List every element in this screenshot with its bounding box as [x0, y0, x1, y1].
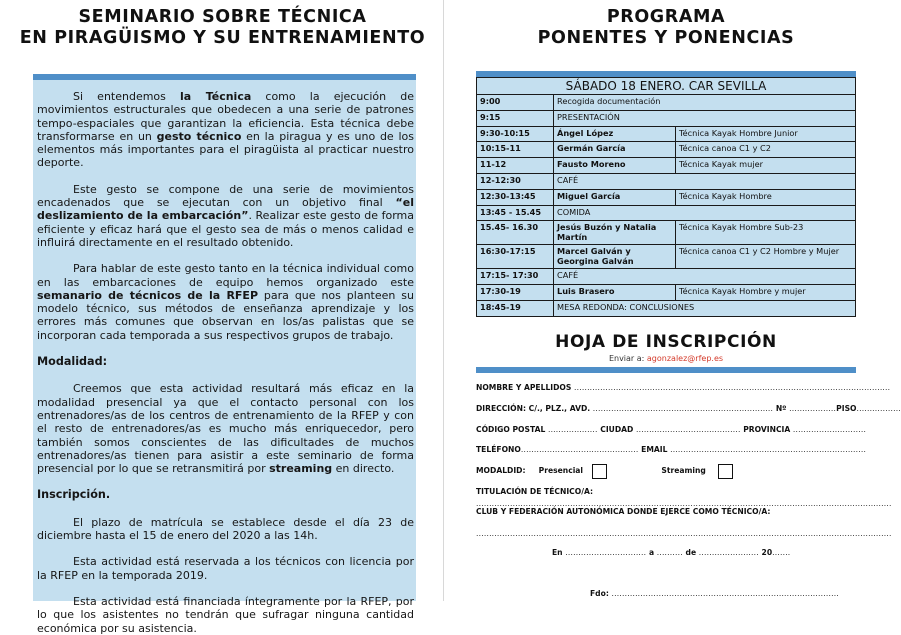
seminar-title-line2: EN PIRAGÜISMO Y SU ENTRENAMIENTO: [19, 28, 426, 48]
seminar-description-panel: [33, 74, 416, 635]
page-divider: [443, 0, 444, 601]
paragraph-financiacion: Esta actividad está financiada íntegramente por la RFEP, por lo que los asistentes no tendrán que sufragar ninguna cantidad económica por su asistencia.: [37, 594, 414, 635]
streaming-checkbox[interactable]: [718, 464, 733, 479]
schedule-header-row: [477, 78, 856, 95]
table-row: 17:30-19 Luis Brasero Técnica Kayak Hombre y mujer: [477, 285, 856, 301]
telefono-email-field[interactable]: TELÉFONO............................................. EMAIL ...........................................................................: [476, 445, 867, 454]
table-row: 17:15- 17:30 CAFÉ: [477, 269, 856, 285]
form-title: HOJA DE INSCRIPCIÓN: [555, 332, 777, 352]
titulacion-field[interactable]: TITULACIÓN DE TÉCNICO/A:: [476, 487, 594, 496]
direccion-field[interactable]: DIRECCIÓN: C/., PLZ., AVD. ..................................................................... Nº ..................PISO.................: [476, 404, 901, 413]
modalidad-row: MODALDID: Presencial Streaming: [476, 462, 856, 479]
paragraph-plazo: El plazo de matrícula se establece desde el día 23 de diciembre hasta el 15 de enero del 2020 a las 14h.: [37, 515, 414, 543]
send-email-link[interactable]: agonzalez@rfep.es: [646, 354, 724, 363]
paragraph-licencia: Esta actividad está reservada a los técnicos con licencia por la RFEP en la temporada 2019.: [37, 555, 414, 582]
program-title: [445, 7, 887, 49]
paragraph-modalidad: Creemos que esta actividad resultará más eficaz en la modalidad presencial ya que el contacto personal con los entrenadores/as de los centros de entrenamiento de la RFEP y con el resto de entrenadores/as es mucho más enriquecedor, pero también somos conscientes de las dificultades de muchos entrenadores/as tienen para asistir a este seminario de forma presencial por lo que se retransmitirá por streaming en directo.: [37, 382, 414, 476]
club-dots: ...............................................................................................................................................................: [476, 529, 892, 538]
date-line[interactable]: En ............................... a .......... de ....................... 20.......: [552, 548, 791, 557]
club-field[interactable]: CLUB Y FEDERACIÓN AUTONÓMICA DONDE EJERCE COMO TÉCNICO/A:: [476, 507, 771, 516]
schedule-header: SÁBADO 18 ENERO. CAR SEVILLA: [477, 78, 856, 95]
cp-ciudad-provincia-field[interactable]: CÓDIGO POSTAL ................... CIUDAD ........................................ PROVINCIA ............................: [476, 425, 867, 434]
table-row: 12-12:30 CAFÉ: [477, 173, 856, 189]
signature-line[interactable]: Fdo: .......................................................................................: [590, 589, 839, 598]
program-title-line2: PONENTES Y PONENCIAS: [537, 28, 795, 48]
seminar-title-line1: SEMINARIO SOBRE TÉCNICA: [78, 7, 367, 27]
form-send-to: Enviar a: agonzalez@rfep.es: [608, 354, 724, 363]
nombre-field[interactable]: NOMBRE Y APELLIDOS .........................................................................................................................: [476, 383, 891, 392]
program-title-line1: PROGRAMA: [606, 7, 726, 27]
table-row: 9:00 Recogida documentación: [477, 95, 856, 111]
paragraph-seminar: Para hablar de este gesto tanto en la técnica individual como en las embarcaciones de equipo hemos organizado este semanario de técnicos de la RFEP para que nos planteen su modelo técnico, sus métodos de enseñanza aprendizaje y los errores más comunes que observan en los/as palistas que se incorporan cada temporada a sus respectivos grupos de trabajo.: [37, 262, 414, 342]
table-row: 10:15-11 Germán García Técnica canoa C1 y C2: [477, 142, 856, 158]
presencial-checkbox[interactable]: [592, 464, 607, 479]
seminar-title: [0, 7, 445, 49]
table-row: 11-12 Fausto Moreno Técnica Kayak mujer: [477, 158, 856, 174]
table-row: 9:30-10:15 Ángel López Técnica Kayak Hombre Junior: [477, 126, 856, 142]
table-row: 9:15 PRESENTACIÓN: [477, 110, 856, 126]
schedule-table: [476, 77, 856, 317]
heading-modalidad: Modalidad:: [37, 355, 108, 369]
table-row: 15.45- 16.30 Jesús Buzón y Natalia Martín Técnica Kayak Hombre Sub-23: [477, 221, 856, 245]
table-row: 18:45-19 MESA REDONDA: CONCLUSIONES: [477, 300, 856, 316]
table-row: 12:30-13:45 Miguel García Técnica Kayak Hombre: [477, 189, 856, 205]
paragraph-technique: Si entendemos la Técnica como la ejecución de movimientos estructurales que obedecen a una serie de patrones tempo-espaciales que garantizan la eficiencia. Esta técnica debe transformarse en un gesto técnico en la piragua y es uno de los elementos más importantes para el piragüista al practicar nuestro deporte.: [37, 90, 414, 170]
table-row: 13:45 - 15.45 COMIDA: [477, 205, 856, 221]
heading-inscripcion: Inscripción.: [37, 488, 111, 502]
paragraph-gesture: Este gesto se compone de una serie de movimientos encadenados que se ejecutan con un objetivo final “el deslizamiento de la embarcación”. Realizar este gesto de forma eficiente y eficaz hará que el gesto sea de más o menos calidad e influirá directamente en el resultado obtenido.: [37, 182, 415, 249]
table-row: 16:30-17:15 Marcel Galván y Georgina Galván Técnica canoa C1 y C2 Hombre y Mujer: [477, 245, 856, 269]
form-top-bar: [476, 367, 856, 373]
titulacion-dots: ...............................................................................................................................................................: [476, 499, 892, 508]
